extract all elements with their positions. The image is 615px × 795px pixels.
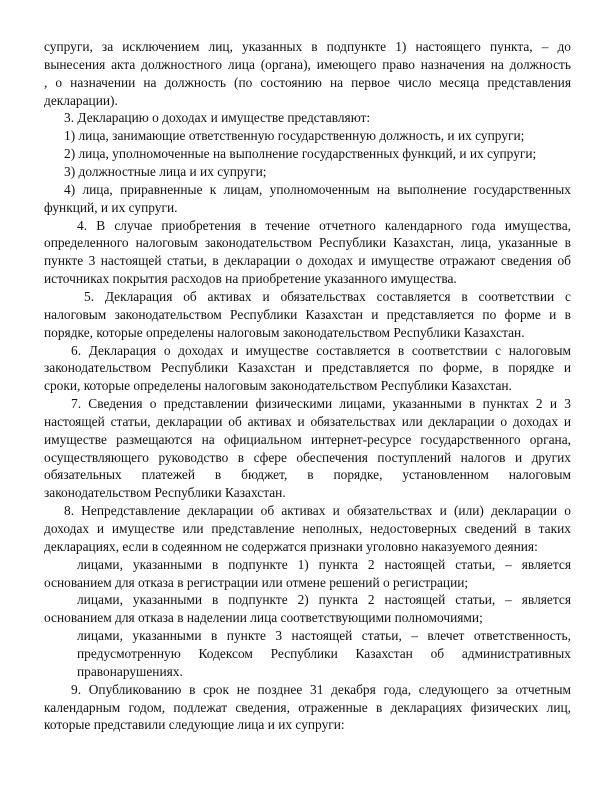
text-line: источниках покрытия расходов на приобретение указанного имущества. [44, 271, 457, 287]
text-line: которые представили следующие лица и их супруги: [44, 717, 345, 733]
text-line: лицами, указанными в пункте 3 настоящей статьи, – влечет ответственность, [77, 628, 571, 644]
text-line: налоговым законодательством Республики Казахстан и представляется по форме и в [44, 306, 571, 322]
text-line: 5. Декларация об активах и обязательствах составляется в соответствии с [84, 288, 571, 304]
text-line: настоящей статьи, декларации об активах и обязательствах или декларации о доходах и [44, 413, 571, 429]
text-line: вынесения акта должностного лица (органа), имеющего право назначения на должность [44, 56, 571, 72]
text-line: осуществляющего руководство в сфере обеспечения поступлений налогов и других [44, 449, 571, 465]
text-line: обязательных платежей в бюджет, в порядке, установленном налоговым [44, 467, 571, 483]
text-line: лицами, указанными в подпункте 2) пункта 2 настоящей статьи, – является [77, 592, 571, 608]
text-line: 1) лица, занимающие ответственную государственную должность, и их супруги; [64, 128, 525, 144]
text-line: 4. В случае приобретения в течение отчетного календарного года имущества, [77, 217, 571, 233]
text-line: сроки, которые определены налоговым законодательством Республики Казахстан. [44, 378, 512, 394]
text-line: определенного налоговым законодательством Республики Казахстан, лица, указанные в [44, 235, 571, 251]
text-line: , о назначении на должность (по состоянию на первое число месяца представления [44, 74, 571, 90]
text-line: 9. Опубликованию в срок не позднее 31 декабря года, следующего за отчетным [71, 681, 571, 697]
text-line: основанием для отказа в регистрации или отмене решений о регистрации; [44, 574, 469, 590]
text-line: 3. Декларацию о доходах и имуществе представляют: [64, 110, 371, 126]
text-line: лицами, указанными в подпункте 1) пункта 2 настоящей статьи, – является [77, 556, 571, 572]
text-line: имуществе размещаются на официальном интернет-ресурсе государственного органа, [44, 431, 571, 447]
text-line: 2) лица, уполномоченные на выполнение государственных функций, и их супруги; [64, 146, 537, 162]
text-line: доходах и имуществе или представление неполных, недостоверных сведений в таких [44, 521, 571, 536]
text-line: 8. Непредставление декларации об активах и обязательствах и (или) декларации о [64, 503, 571, 519]
text-line: календарным годом, подлежат сведения, отраженные в декларациях физических лиц, [44, 699, 571, 715]
text-line: порядке, которые определены налоговым законодательством Республики Казахстан. [44, 324, 525, 340]
text-line: 3) должностные лица и их супруги; [64, 164, 267, 179]
text-line: 7. Сведения о представлении физическими лицами, указанными в пунктах 2 и 3 [71, 396, 571, 411]
text-line: правонарушениях. [77, 663, 183, 679]
text-line: декларации). [44, 92, 118, 108]
text-line: законодательством Республики Казахстан. [44, 485, 286, 501]
text-line: пункте 3 настоящей статьи, в декларации о доходах и имуществе отражают сведения об [44, 253, 571, 269]
text-line: 6. Декларация о доходах и имуществе составляется в соответствии с налоговым [71, 342, 571, 358]
text-line: предусмотренную Кодексом Республики Казахстан об административных [77, 645, 571, 661]
text-line: законодательством Республики Казахстан и представляется по форме, в порядке и [44, 360, 571, 376]
text-line: 4) лица, приравненные к лицам, уполномоченным на выполнение государственных [64, 181, 571, 197]
text-line: супруги, за исключением лиц, указанных в подпункте 1) настоящего пункта, – до [44, 39, 571, 54]
text-line: функций, и их супруги. [44, 199, 178, 215]
text-line: основанием для отказа в наделении лица соответствующими полномочиями; [44, 610, 483, 626]
text-line: декларациях, если в содеянном не содержатся признаки уголовно наказуемого деяния: [44, 538, 538, 554]
